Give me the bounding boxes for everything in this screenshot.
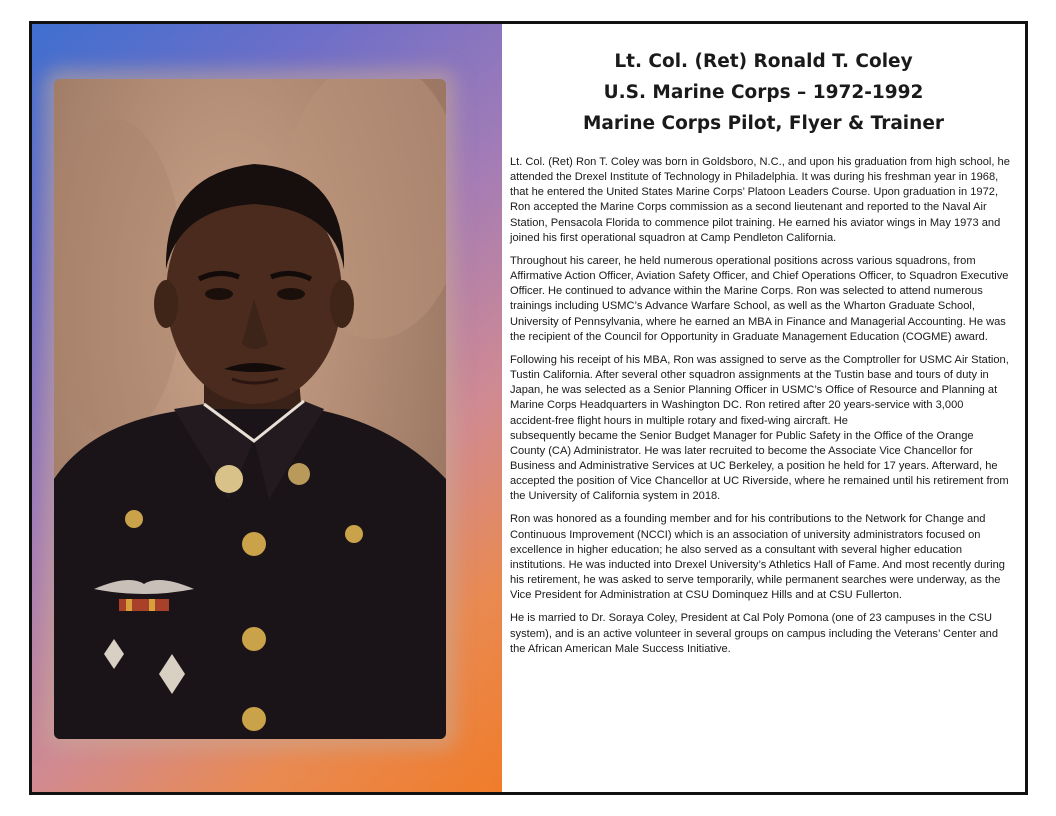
biography-text	[510, 155, 1010, 665]
bio-paragraph-5: He is married to Dr. Soraya Coley, President at Cal Poly Pomona (one of 23 campuses in the CSU system), and is an active volunteer in several groups on campus including the Veterans’ Center and the African American Male Success Initiative.	[510, 612, 998, 655]
portrait-illustration	[54, 79, 446, 739]
page-title	[502, 46, 1025, 139]
bio-card	[29, 21, 1028, 795]
title-service: U.S. Marine Corps – 1972-1992	[603, 82, 924, 103]
portrait-photo	[54, 79, 446, 739]
bio-paragraph-4: Ron was honored as a founding member and for his contributions to the Network for Change and Continuous Improvement (NCCI) which is an association of university administrators focused on excellence in higher education; he also served as a consultant with several higher education institutions. He was inducted into Drexel University’s Athletics Hall of Fame. And most recently during his retirement, he was asked to serve temporarily, while permanent searches were underway, as the Vice President for Administration at CSU Dominquez Hills and at CSU Fullerton.	[510, 513, 1005, 602]
gradient-panel	[32, 24, 502, 792]
bio-paragraph-1: Lt. Col. (Ret) Ron T. Coley was born in Goldsboro, N.C., and upon his graduation from high school, he attended the Drexel Institute of Technology in Philadelphia. It was during his freshman year in 1968, that he entered the United States Marine Corps’ Platoon Leaders Course. Upon graduation in 1972, Ron accepted the Marine Corps commission as a second lieutenant and reported to the Naval Air Station, Pensacola Florida to commence pilot training. He earned his aviator wings in May 1973 and joined his first operational squadron at Camp Pendleton California.	[510, 156, 1010, 244]
title-name: Lt. Col. (Ret) Ronald T. Coley	[614, 51, 913, 72]
bio-paragraph-3b: subsequently became the Senior Budget Manager for Public Safety in the Office of the Orange County (CA) Administrator. He was later recruited to become the Associate Vice Chancellor for Business and Administrative Services at UC Berkeley, a position he held for 17 years. Afterward, he accepted the position of Vice Chancellor at UC Riverside, where he remained until his retirement from the University of California system in 2018.	[510, 429, 1009, 503]
bio-panel	[502, 24, 1025, 792]
bio-paragraph-3a: Following his receipt of his MBA, Ron was assigned to serve as the Comptroller for USMC Air Station, Tustin California. After several other squadron assignments at the Tustin base and tours of duty in Japan, he was selected as a Senior Planning Officer in USMC’s Office of Resource and Planning at Marine Corps Headquarters in Washington DC. Ron retired after 20 years-service with 3,000 accident-free flight hours in multiple rotary and fixed-wing aircraft. He	[510, 353, 1009, 427]
title-role: Marine Corps Pilot, Flyer & Trainer	[583, 113, 944, 134]
bio-paragraph-2: Throughout his career, he held numerous operational positions across various squadrons, from Affirmative Action Officer, Aviation Safety Officer, and Chief Operations Officer, to Squadron Executive Officer. He continued to advance within the Marine Corps. Ron was selected to attend numerous trainings including USMC’s Advance Warfare School, as well as the Wharton Graduate School, University of Pennsylvania, where he earned an MBA in Finance and Managerial Accounting. He was the recipient of the Council for Opportunity in Graduate Management Education (COGME) award.	[510, 254, 1009, 343]
